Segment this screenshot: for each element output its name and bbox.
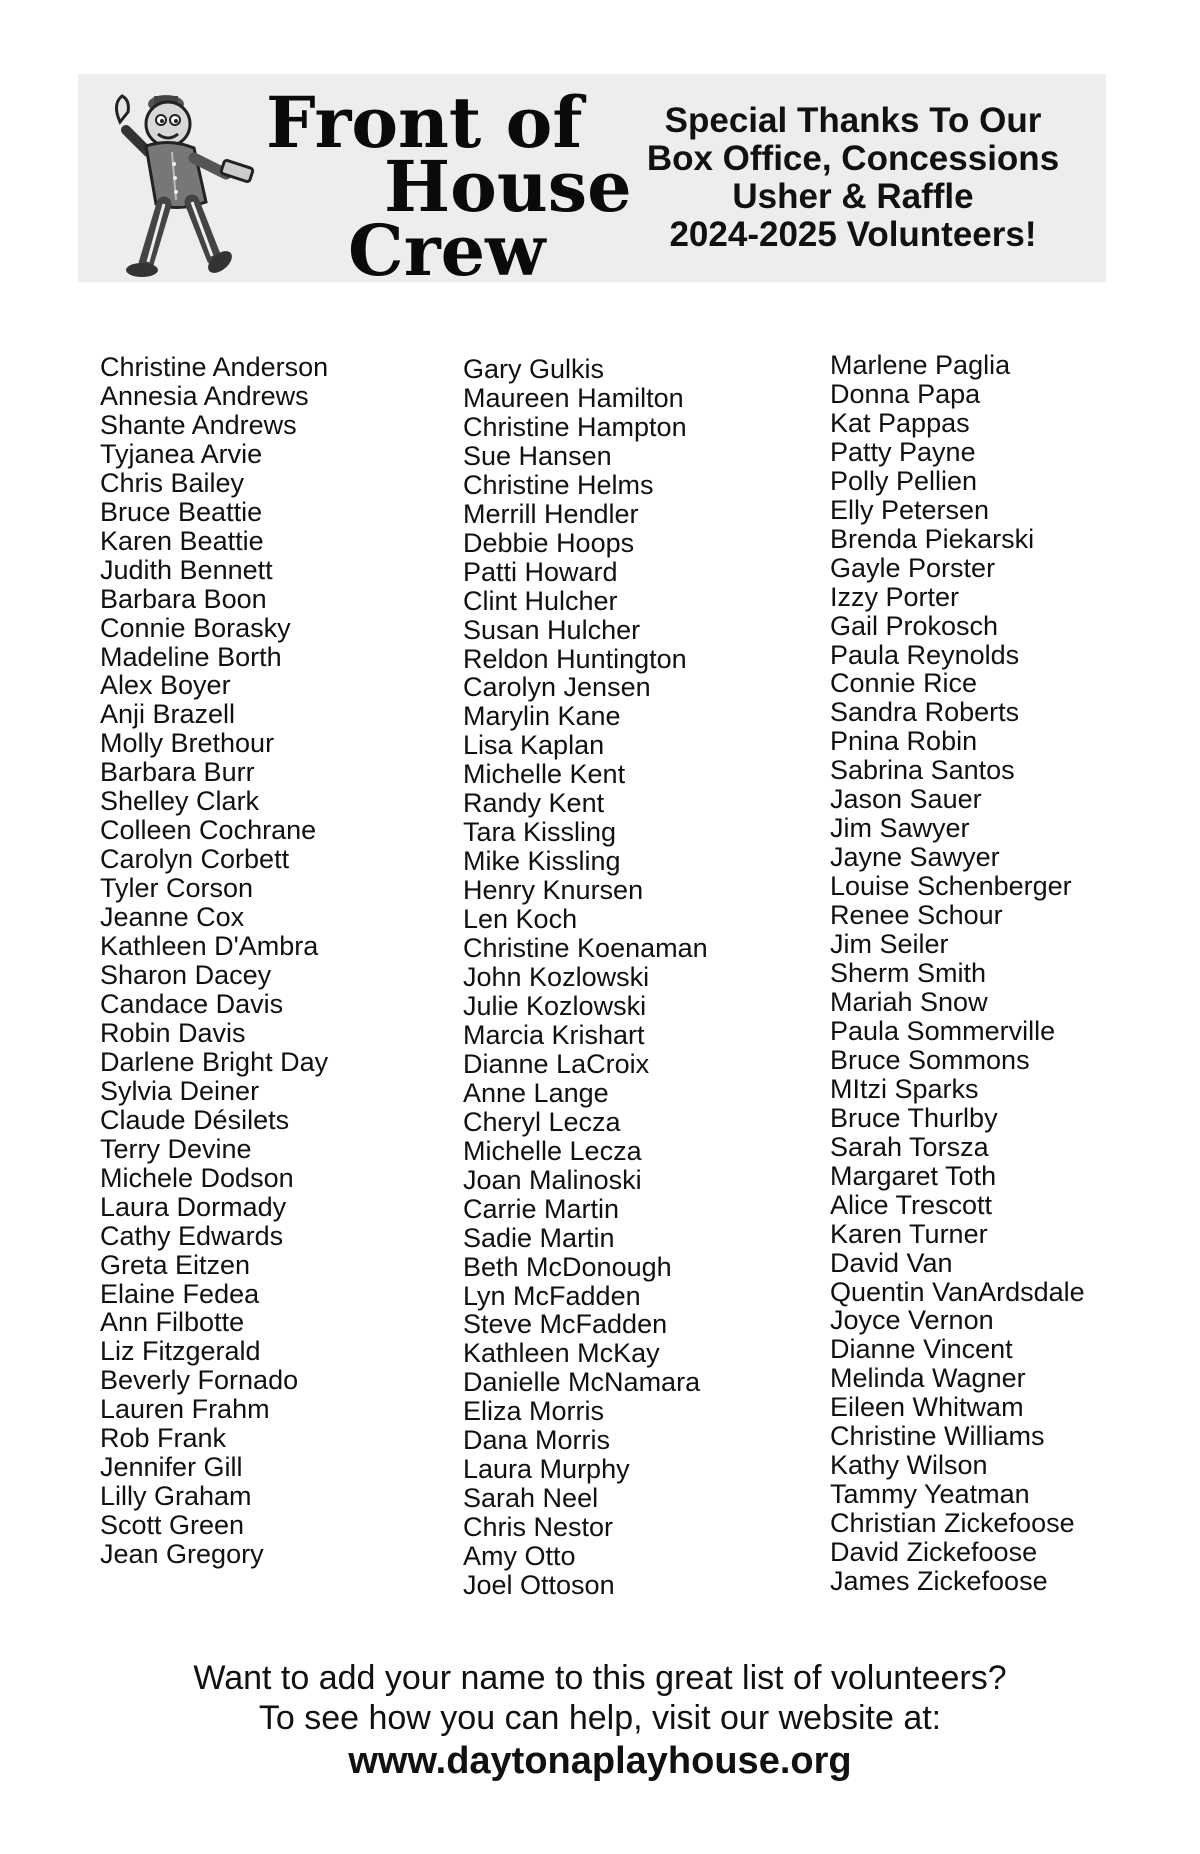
volunteer-name: Christian Zickefoose bbox=[830, 1508, 1075, 1539]
volunteer-name: Carolyn Jensen bbox=[463, 672, 651, 703]
volunteer-name: Kat Pappas bbox=[830, 407, 970, 438]
volunteer-name: Terry Devine bbox=[100, 1133, 252, 1164]
volunteer-name: Henry Knursen bbox=[463, 875, 644, 906]
volunteer-name: Pnina Robin bbox=[830, 726, 978, 757]
volunteer-name: Polly Pellien bbox=[830, 465, 978, 496]
volunteer-name: Randy Kent bbox=[463, 788, 605, 819]
volunteer-name: Tara Kissling bbox=[463, 817, 617, 848]
volunteer-name: Carrie Martin bbox=[463, 1193, 620, 1224]
volunteer-name: Karen Turner bbox=[830, 1218, 988, 1249]
volunteer-name: Jean Gregory bbox=[100, 1539, 264, 1570]
volunteer-name: Tammy Yeatman bbox=[830, 1479, 1030, 1510]
volunteer-name: Melinda Wagner bbox=[830, 1363, 1026, 1394]
volunteer-name: Lauren Frahm bbox=[100, 1394, 270, 1425]
thanks-line: Box Office, Concessions bbox=[646, 139, 1060, 178]
volunteer-name: Joyce Vernon bbox=[830, 1305, 994, 1336]
volunteer-name: Tyler Corson bbox=[100, 873, 254, 904]
volunteer-name: Colleen Cochrane bbox=[100, 815, 317, 846]
volunteer-name: Annesia Andrews bbox=[100, 380, 309, 411]
logo-line-3: Crew bbox=[348, 209, 546, 292]
volunteer-name: David Van bbox=[830, 1247, 953, 1278]
volunteer-name: Dianne Vincent bbox=[830, 1334, 1013, 1365]
volunteer-name: Steve McFadden bbox=[463, 1309, 668, 1340]
volunteer-column-1 bbox=[100, 353, 328, 1569]
volunteer-name: Marcia Krishart bbox=[463, 1019, 645, 1050]
volunteer-name: Elaine Fedea bbox=[100, 1278, 260, 1309]
volunteer-name: Joel Ottoson bbox=[463, 1570, 615, 1601]
volunteer-name: John Kozlowski bbox=[463, 962, 650, 993]
volunteer-name: Lilly Graham bbox=[100, 1481, 252, 1512]
volunteer-name: Clint Hulcher bbox=[463, 585, 618, 616]
volunteer-name: Lisa Kaplan bbox=[463, 730, 605, 761]
volunteer-name: Len Koch bbox=[463, 904, 578, 935]
volunteer-name: Claude Désilets bbox=[100, 1104, 290, 1135]
volunteer-name: Debbie Hoops bbox=[463, 527, 635, 558]
volunteer-name: Laura Murphy bbox=[463, 1454, 630, 1485]
volunteer-name: Chris Nestor bbox=[463, 1512, 614, 1543]
volunteer-name: Candace Davis bbox=[100, 988, 284, 1019]
volunteer-name: Jim Sawyer bbox=[830, 813, 970, 844]
usher-mascot-icon bbox=[98, 82, 258, 282]
volunteer-name: Tyjanea Arvie bbox=[100, 438, 263, 469]
volunteer-name: Michelle Kent bbox=[463, 759, 626, 790]
volunteer-name: Judith Bennett bbox=[100, 554, 273, 585]
volunteer-name: Robin Davis bbox=[100, 1017, 246, 1048]
volunteer-name: Kathy Wilson bbox=[830, 1450, 988, 1481]
volunteer-name: Jayne Sawyer bbox=[830, 842, 1000, 873]
volunteer-name: Patti Howard bbox=[463, 556, 618, 587]
volunteer-column-3 bbox=[830, 351, 1085, 1596]
volunteer-name: Anne Lange bbox=[463, 1077, 609, 1108]
header-banner bbox=[78, 74, 1106, 292]
volunteer-name: Carolyn Corbett bbox=[100, 844, 290, 875]
volunteer-name: Ann Filbotte bbox=[100, 1307, 245, 1338]
volunteer-name: Patty Payne bbox=[830, 436, 976, 467]
volunteer-name: Christine Williams bbox=[830, 1421, 1045, 1452]
volunteer-name: Eliza Morris bbox=[463, 1396, 605, 1427]
volunteer-name: Darlene Bright Day bbox=[100, 1046, 329, 1077]
volunteer-name: Merrill Hendler bbox=[463, 498, 639, 529]
volunteer-name: David Zickefoose bbox=[830, 1537, 1038, 1568]
volunteer-name: Jennifer Gill bbox=[100, 1452, 243, 1483]
volunteer-name: Donna Papa bbox=[830, 378, 981, 409]
volunteer-name: Brenda Piekarski bbox=[830, 523, 1035, 554]
thanks-heading bbox=[608, 102, 1098, 254]
volunteer-name: Mariah Snow bbox=[830, 986, 988, 1017]
volunteer-name: MItzi Sparks bbox=[830, 1073, 979, 1104]
volunteer-name: Michelle Lecza bbox=[463, 1135, 642, 1166]
volunteer-name: Gary Gulkis bbox=[463, 354, 605, 384]
volunteer-name: Molly Brethour bbox=[100, 728, 275, 759]
volunteer-name: Sylvia Deiner bbox=[100, 1075, 260, 1106]
volunteer-name: Danielle McNamara bbox=[463, 1367, 701, 1398]
volunteer-name: Cathy Edwards bbox=[100, 1220, 284, 1251]
volunteer-name: Barbara Burr bbox=[100, 757, 255, 788]
volunteer-name: Sandra Roberts bbox=[830, 697, 1020, 728]
logo-line-1: Front of bbox=[266, 81, 583, 164]
volunteer-name: Susan Hulcher bbox=[463, 614, 641, 645]
volunteer-name: Izzy Porter bbox=[830, 581, 960, 612]
volunteer-name: James Zickefoose bbox=[830, 1566, 1048, 1597]
volunteer-name: Marylin Kane bbox=[463, 701, 621, 732]
volunteer-name: Sarah Neel bbox=[463, 1483, 599, 1514]
volunteer-name: Shelley Clark bbox=[100, 786, 260, 817]
volunteer-name: Julie Kozlowski bbox=[463, 990, 647, 1021]
volunteer-name: Greta Eitzen bbox=[100, 1249, 251, 1280]
footer-invite-text: Want to add your name to this great list of volunteers? bbox=[193, 1659, 1007, 1697]
volunteer-name: Christine Hampton bbox=[463, 411, 687, 442]
volunteer-name: Barbara Boon bbox=[100, 583, 267, 614]
volunteer-name: Chris Bailey bbox=[100, 467, 245, 498]
volunteer-name: Margaret Toth bbox=[830, 1160, 997, 1191]
volunteer-name: Christine Helms bbox=[463, 469, 654, 500]
volunteer-name: Paula Sommerville bbox=[830, 1015, 1056, 1046]
volunteer-name: Jim Seiler bbox=[830, 929, 949, 960]
volunteer-name: Louise Schenberger bbox=[830, 871, 1072, 902]
volunteer-name: Maureen Hamilton bbox=[463, 382, 684, 413]
volunteer-name: Sabrina Santos bbox=[830, 755, 1015, 786]
volunteer-name: Jeanne Cox bbox=[100, 902, 245, 933]
website-link[interactable]: www.daytonaplayhouse.org bbox=[348, 1740, 852, 1782]
volunteer-name: Kathleen D'Ambra bbox=[100, 931, 319, 962]
volunteer-name: Elly Petersen bbox=[830, 494, 990, 525]
volunteer-name: Alex Boyer bbox=[100, 670, 231, 701]
volunteer-name: Madeline Borth bbox=[100, 641, 282, 672]
volunteer-name: Laura Dormady bbox=[100, 1191, 287, 1222]
volunteer-name: Shante Andrews bbox=[100, 409, 297, 440]
volunteer-name: Marlene Paglia bbox=[830, 350, 1011, 380]
thanks-line: Special Thanks To Our bbox=[664, 101, 1042, 140]
logo-line-2: House bbox=[384, 145, 632, 228]
volunteer-name: Dianne LaCroix bbox=[463, 1048, 650, 1079]
volunteer-name: Sarah Torsza bbox=[830, 1131, 989, 1162]
volunteer-name: Bruce Sommons bbox=[830, 1044, 1030, 1075]
volunteer-name: Gayle Porster bbox=[830, 552, 996, 583]
volunteer-name: Liz Fitzgerald bbox=[100, 1336, 261, 1367]
volunteer-name: Karen Beattie bbox=[100, 525, 264, 556]
volunteer-name: Renee Schour bbox=[830, 900, 1003, 931]
volunteer-name: Jason Sauer bbox=[830, 784, 982, 815]
volunteer-name: Sherm Smith bbox=[830, 958, 987, 989]
volunteer-name: Beth McDonough bbox=[463, 1251, 672, 1282]
volunteer-name: Dana Morris bbox=[463, 1425, 611, 1456]
volunteer-name: Scott Green bbox=[100, 1510, 245, 1541]
volunteer-name: Christine Anderson bbox=[100, 352, 329, 382]
volunteer-name: Anji Brazell bbox=[100, 699, 236, 730]
volunteer-name: Kathleen McKay bbox=[463, 1338, 660, 1369]
volunteer-column-2 bbox=[463, 355, 708, 1600]
volunteer-name: Christine Koenaman bbox=[463, 933, 708, 964]
volunteer-name: Bruce Thurlby bbox=[830, 1102, 998, 1133]
volunteer-name: Alice Trescott bbox=[830, 1189, 993, 1220]
volunteer-name: Mike Kissling bbox=[463, 846, 621, 877]
volunteer-name: Lyn McFadden bbox=[463, 1280, 641, 1311]
volunteer-name: Connie Rice bbox=[830, 668, 978, 699]
volunteer-name: Connie Borasky bbox=[100, 612, 291, 643]
thanks-line: 2024-2025 Volunteers! bbox=[669, 215, 1037, 254]
volunteer-name: Paula Reynolds bbox=[830, 639, 1020, 670]
volunteer-name: Sue Hansen bbox=[463, 440, 612, 471]
volunteer-name: Gail Prokosch bbox=[830, 610, 999, 641]
volunteer-name: Michele Dodson bbox=[100, 1162, 294, 1193]
volunteer-name: Sadie Martin bbox=[463, 1222, 615, 1253]
volunteer-name: Joan Malinoski bbox=[463, 1164, 642, 1195]
volunteer-name: Quentin VanArdsdale bbox=[830, 1276, 1085, 1307]
thanks-line: Usher & Raffle bbox=[732, 177, 974, 216]
volunteer-name: Beverly Fornado bbox=[100, 1365, 299, 1396]
footer bbox=[0, 1658, 1200, 1784]
volunteer-name: Cheryl Lecza bbox=[463, 1106, 621, 1137]
volunteer-name: Rob Frank bbox=[100, 1423, 227, 1454]
volunteer-name: Reldon Huntington bbox=[463, 643, 687, 674]
footer-help-text: To see how you can help, visit our website at: bbox=[258, 1699, 942, 1737]
volunteer-name: Amy Otto bbox=[463, 1541, 576, 1572]
volunteer-name: Eileen Whitwam bbox=[830, 1392, 1024, 1423]
volunteer-name: Sharon Dacey bbox=[100, 960, 272, 991]
volunteer-name: Bruce Beattie bbox=[100, 496, 263, 527]
